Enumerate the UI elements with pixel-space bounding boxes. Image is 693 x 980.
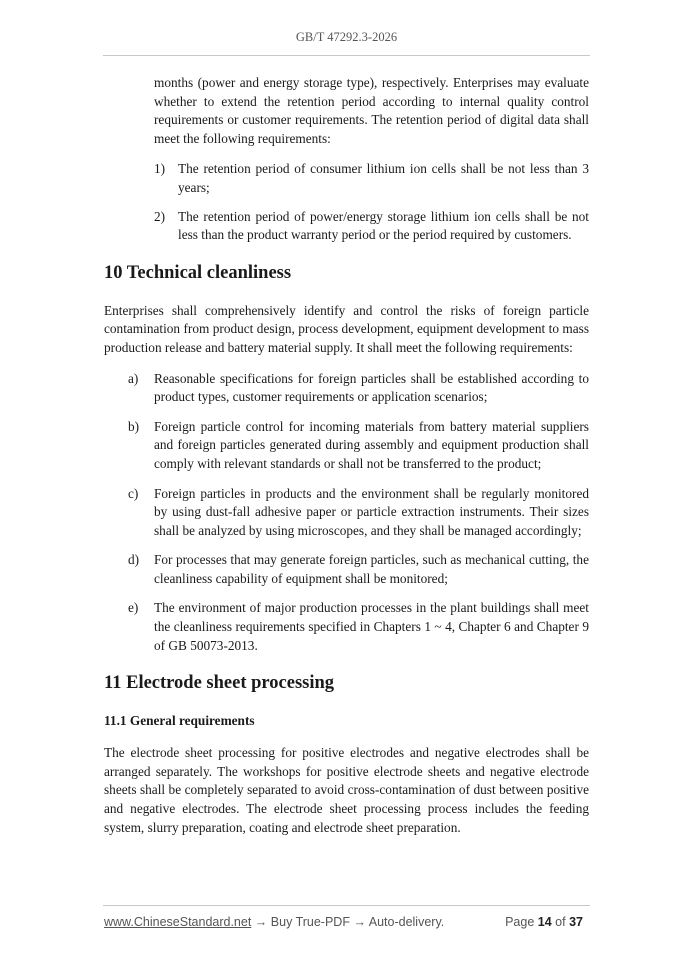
delivery-text: Auto-delivery. [368, 915, 445, 929]
list-item-label: d) [128, 552, 140, 568]
current-page: 14 [537, 915, 552, 929]
list-item-text: The environment of major production processes in the plant buildings shall meet the cleanliness requirements specified in Chapters 1 ~ 4, Chapter 6 and Chapter 9 of GB 50073-2013. [154, 600, 589, 653]
list-item [128, 551, 589, 588]
arrow-right-icon: → [353, 915, 366, 929]
list-item [128, 370, 589, 407]
list-item [128, 599, 589, 655]
list-item-label: a) [128, 370, 139, 386]
list-item-label: b) [128, 418, 140, 434]
continuation-paragraph: months (power and energy storage type), respectively. Enterprises may evaluate whether to extend the retention period according to internal quality control requirements or customer requirements. The retention period of digital data shall meet the following requirements: [154, 75, 589, 146]
list-item-label: 1) [154, 161, 166, 177]
list-item-text: Reasonable specifications for foreign particles shall be established according to product types, customer requirements or application scenarios; [154, 370, 589, 405]
page-footer [104, 915, 589, 933]
list-item [128, 485, 589, 541]
section-11-1-paragraph: The electrode sheet processing for positive electrodes and negative electrodes shall be arranged separately. The workshops for positive electrode sheets and negative electrode sheets shall be completely separated to avoid cross-contamination of dust between positive and negative electrodes. The electrode sheet processing process includes the feeding system, slurry preparation, coating and electrode sheet preparation. [104, 745, 589, 835]
list-item-label: e) [128, 600, 139, 616]
page-header [0, 30, 693, 45]
document-id: GB/T 47292.3-2026 [295, 30, 398, 44]
list-item-text: Foreign particles in products and the environment shall be regularly monitored by using dust-fall adhesive paper or particle extraction instruments. Their sizes shall be analyzed by using microscopes, and they shall be managed accordingly; [154, 485, 589, 538]
page-number [505, 915, 583, 929]
total-pages: 37 [569, 915, 583, 929]
list-item [154, 160, 589, 197]
cleanliness-requirements-list [104, 370, 589, 656]
list-item-label: 2) [154, 208, 166, 224]
list-item-label: c) [128, 485, 139, 501]
list-item-text: The retention period of consumer lithium ion cells shall be not less than 3 years; [178, 161, 589, 195]
page-content [104, 74, 589, 837]
list-item-text: Foreign particle control for incoming materials from battery material suppliers and foreign particles generated during assembly and equipment production shall comply with relevant standards or shall not be transferred to the product; [154, 418, 589, 471]
arrow-right-icon: → [254, 915, 268, 929]
footer-divider [103, 905, 590, 906]
section-10-heading: 10 Technical cleanliness [104, 262, 292, 283]
list-item [154, 208, 589, 245]
retention-list [104, 160, 589, 244]
section-11-heading: 11 Electrode sheet processing [104, 673, 335, 694]
of-word: of [555, 915, 566, 929]
site-link[interactable]: www.ChineseStandard.net [104, 915, 252, 929]
header-divider [103, 55, 590, 56]
list-item-text: The retention period of power/energy storage lithium ion cells shall be not less than the product warranty period or the period required by customers. [178, 208, 589, 243]
buy-pdf-text: Buy True-PDF [270, 915, 350, 929]
page-word: Page [505, 915, 535, 929]
list-item-text: For processes that may generate foreign particles, such as mechanical cutting, the cleanliness capability of equipment shall be monitored; [154, 552, 589, 586]
section-10-intro: Enterprises shall comprehensively identify and control the risks of foreign particle contamination from product design, process development, equipment development to mass production release and battery material supply. It shall meet the following requirements: [104, 302, 589, 355]
section-11-1-heading: 11.1 General requirements [104, 713, 255, 729]
list-item [128, 418, 589, 474]
